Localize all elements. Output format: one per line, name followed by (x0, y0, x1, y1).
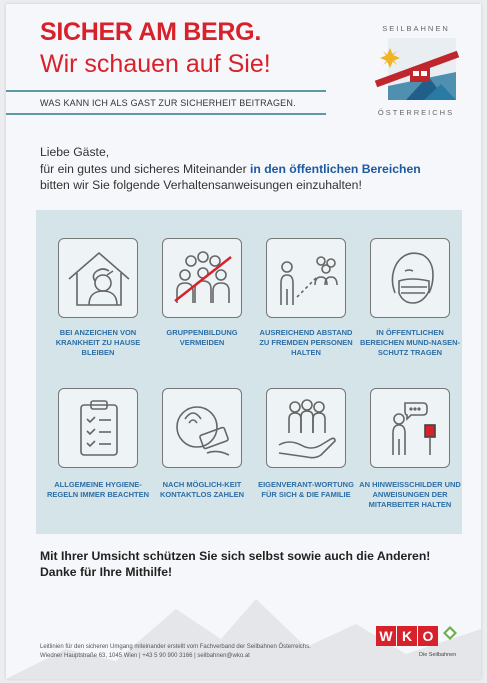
intro-text (40, 144, 470, 194)
rule-caption-3: AUSREICHEND ABSTAND ZU FREMDEN PERSONEN HALTEN (259, 328, 353, 357)
divider-bottom (6, 113, 326, 115)
intro-line-2 (40, 161, 470, 178)
logo-text-bottom: ÖSTERREICHS (377, 108, 455, 117)
footer-line-1: Leitlinien für den sicheren Umgang miteinander erstellt vom Fachverband der Seilbahnen Österreichs. (40, 644, 311, 650)
rule-caption-5: ALLGEMEINE HYGIENE-REGELN IMMER BEACHTEN (46, 480, 150, 499)
poster-title: SICHER AM BERG. (40, 18, 261, 46)
wko-logo (376, 626, 457, 654)
seilbahnen-logo (366, 24, 466, 119)
cable-car-logo-icon (366, 24, 466, 119)
clipboard-icon (58, 388, 138, 468)
intro-greeting: Liebe Gäste, (40, 145, 110, 159)
safety-poster (6, 4, 481, 679)
wko-letter-o: O (418, 626, 438, 646)
wko-subtitle: Die Seilbahnen (419, 652, 457, 658)
intro-highlight: in den öffentlichen Bereichen (250, 161, 421, 176)
no-group-icon (162, 238, 242, 318)
rule-caption-8: AN HINWEISSCHILDER UND ANWEISUNGEN DER MITARBEITER HALTEN (359, 480, 461, 509)
house-sick-person-icon (58, 238, 138, 318)
rule-caption-7: EIGENVERANT-WORTUNG FÜR SICH & DIE FAMILIE (258, 480, 354, 499)
poster-subheading: WAS KANN ICH ALS GAST ZUR SICHERHEIT BEITRAGEN. (40, 98, 296, 108)
wko-letter-w: W (376, 626, 396, 646)
footer-line-2: Wiedner Hauptstraße 63, 1045 Wien | +43 5 90 900 3166 | seilbahnen@wko.at (40, 653, 250, 659)
rule-caption-6: NACH MÖGLICH-KEIT KONTAKTLOS ZAHLEN (159, 480, 245, 499)
wko-letter-k: K (397, 626, 417, 646)
rule-caption-2: GRUPPENBILDUNG VERMEIDEN (166, 328, 238, 347)
poster-subtitle-slogan: Wir schauen auf Sie! (40, 50, 271, 78)
family-in-hand-icon (266, 388, 346, 468)
rules-panel (36, 210, 462, 534)
intro-line-3: bitten wir Sie folgende Verhaltensanweisungen einzuhalten! (40, 178, 362, 192)
staff-sign-icon (370, 388, 450, 468)
rule-caption-1: BEI ANZEICHEN VON KRANKHEIT ZU HAUSE BLEIBEN (55, 328, 141, 357)
mountain-background-icon (6, 569, 481, 679)
divider-top (6, 90, 326, 92)
intro-line-2-text: für ein gutes und sicheres Miteinander (40, 161, 251, 176)
distance-icon (266, 238, 346, 318)
wko-emblem-icon (443, 626, 457, 640)
contactless-payment-icon (162, 388, 242, 468)
closing-line-1: Mit Ihrer Umsicht schützen Sie sich selbst sowie auch die Anderen! (40, 549, 431, 563)
closing-line-2: Danke für Ihre Mithilfe! (40, 565, 173, 579)
face-mask-icon (370, 238, 450, 318)
rule-caption-4: IN ÖFFENTLICHEN BEREICHEN MUND-NASEN-SCHUTZ TRAGEN (359, 328, 460, 357)
logo-text-top: SEILBAHNEN (382, 24, 450, 33)
